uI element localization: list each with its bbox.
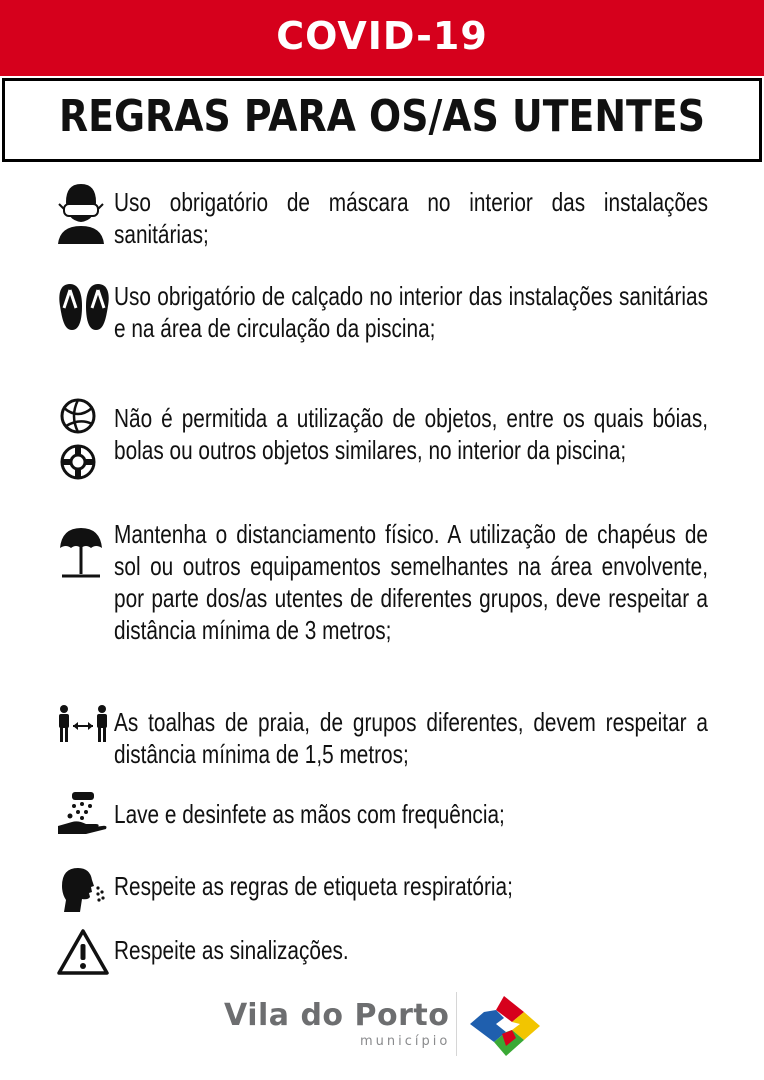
distance-people-icon — [56, 704, 112, 744]
rule-text: Mantenha o distanciamento físico. A utilização de chapéus de sol ou outros equipamentos semelhantes na área envolvente, por parte dos/as utentes de diferentes grupos, deve respeitar a distância mínima de 3 metros; — [114, 519, 708, 645]
banner-text: COVID-19 — [276, 14, 488, 58]
rule-text: Uso obrigatório de calçado no interior das instalações sanitárias e na área de circulação da piscina; — [114, 281, 708, 343]
rule-text: Uso obrigatório de máscara no interior das instalações sanitárias; — [114, 187, 708, 249]
logo-name: Vila do Porto — [224, 998, 450, 1033]
umbrella-icon — [56, 524, 112, 580]
hand-wash-icon — [56, 792, 112, 836]
logo-subtitle: município — [360, 1034, 451, 1049]
covid-banner — [0, 0, 764, 76]
beach-ball-lifebuoy-icon — [56, 398, 112, 484]
logo-divider — [456, 992, 457, 1056]
rule-text: Não é permitida a utilização de objetos, entre os quais bóias, bolas ou outros objetos similares, no interior da piscina; — [114, 403, 708, 465]
page-title: REGRAS PARA OS/AS UTENTES — [59, 91, 705, 142]
title-box — [2, 78, 762, 162]
rule-text: Lave e desinfete as mãos com frequência; — [114, 799, 505, 829]
mask-person-icon — [56, 180, 112, 246]
rule-text: Respeite as regras de etiqueta respiratória; — [114, 871, 513, 901]
rule-text: As toalhas de praia, de grupos diferentes, devem respeitar a distância mínima de 1,5 metros; — [114, 707, 708, 769]
flip-flops-icon — [56, 282, 112, 332]
warning-triangle-icon — [56, 928, 112, 976]
rule-text: Respeite as sinalizações. — [114, 935, 349, 965]
cough-head-icon — [56, 866, 112, 914]
vila-do-porto-logo — [224, 990, 564, 1060]
municipality-emblem — [466, 994, 542, 1063]
